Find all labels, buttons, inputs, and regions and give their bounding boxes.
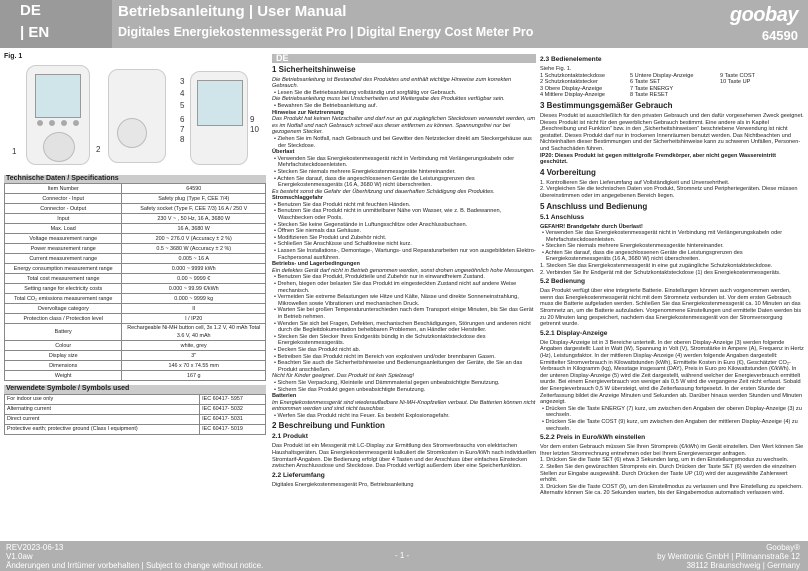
spec-label: Dimensions	[5, 361, 122, 371]
symbol-label: Protective earth; protective ground (Class I equipment)	[5, 424, 200, 434]
spec-row	[5, 244, 266, 254]
bullet: • Öffnen Sie niemals das Gehäuse.	[274, 228, 362, 235]
paragraph: Das Produkt hat keinen Netzschalter und darf nur an gut zugänglichen Steckdosen verwendet werden, um es im Notfall und nach Gebrauch schnell aus dieser entfernen zu können. Spannungsfrei nur bei gezogenem Stecker.	[272, 116, 536, 136]
paragraph: Das Produkt verfügt über eine integrierte Batterie. Einstellungen können auch vorgenommen werden, wenn das Energiekostenmessgerät nicht mit dem Stromnetz verbunden ist. Vor dem ersten Gebrauch muss die Batterie aufgeladen werden. Schließen Sie das Energiekostenmessgerät ca. 10 Minuten an das Stromnetz an, um die Batterie aufzuladen. Vorgenommene Einstellungen und ermittelte Daten werden bis zu 20 Minuten lang gespeichert, nachdem das Energiekostenmessgerät von der Stromversorgung getrennt wurde.	[540, 288, 802, 328]
bullet: • Betreiben Sie das Produkt nicht im Bereich von explosiven und/oder brennbaren Gasen.	[274, 353, 496, 360]
bullet: • Beachten Sie auch die Sicherheitshinweise und Bedienungsanleitungen der Geräte, die Sie an das Produkt anschließen.	[274, 360, 523, 373]
spec-label: Item Number	[5, 184, 122, 194]
spec-value: 0.00 ~ 9999 €	[122, 274, 266, 284]
subsection-heading: 5.2.1 Display-Anzeige	[540, 329, 608, 337]
part-item: 10 Taste UP	[720, 79, 751, 86]
subsection-heading: 2.3 Bedienelemente	[540, 56, 602, 63]
footer-address: 38112 Braunschweig | Germany	[686, 561, 800, 570]
paragraph: Dieses Produkt ist ausschließlich für den privaten Gebrauch und den dafür vorgesehenen Zweck geeignet. Dieses Produkt ist nicht für den gewerblichen Gebrauch bestimmt. Eine andere als in Kapitel „Beschreibung und Funktion“ bzw. in den „Sicherheitshinweisen“ beschriebene Verwendung ist nicht gestattet. Dieses Produkt darf nur in trockenen Innenräumen benutzt werden. Das Nichtbeachten und Nichteinhalten dieser Bestimmungen und der Sicherheitshinweise kann zu schweren Unfällen, Personen- und Sachschäden führen.	[540, 112, 804, 152]
callout-5: 5	[180, 100, 185, 110]
spec-value: 0.000 ~ 9999 kWh	[122, 264, 266, 274]
paragraph: Nicht für Kinder geeignet. Das Produkt ist kein Spielzeug!	[272, 373, 415, 380]
spec-label: Protection class / Protection level	[5, 314, 122, 324]
footer-bar	[0, 541, 808, 571]
bullet: • Sichern Sie Verpackung, Kleinteile und Dämmmaterial gegen unbeabsichtigte Benutzung.	[274, 379, 500, 386]
paragraph: 1. Drücken Sie die Taste SET (6) etwa 3 Sekunden lang, um in den Einstellungsmodus zu wechseln.	[540, 457, 789, 464]
spec-value: 230 V ~ , 50 Hz, 16 A, 3680 W	[122, 214, 266, 224]
callout-2: 2	[96, 144, 101, 154]
symbol-row	[5, 424, 266, 434]
spec-label: Energy consumption measurement range	[5, 264, 122, 274]
subheading: Betriebs- und Lagerbedingungen	[272, 261, 360, 268]
paragraph: Im Energiekostenmessgerät sind wiederaufladbare Ni-MH-Knopfzellen verbaut. Die Batterien können nicht entnommen werden und sind nicht tauschbar.	[272, 399, 536, 413]
subsection-heading: 2.2 Lieferumfang	[272, 471, 325, 479]
device-display-image	[190, 71, 248, 165]
symbol-label: Direct current	[5, 414, 200, 424]
button-icon	[49, 120, 55, 126]
symbol-row	[5, 414, 266, 424]
lang-sep: |	[20, 24, 25, 41]
column-specs	[4, 54, 266, 435]
spec-label: Colour	[5, 341, 122, 351]
column-operation	[540, 54, 804, 497]
button-icon	[73, 120, 79, 126]
spec-row	[5, 304, 266, 314]
spec-value: 146 x 70 x 74.55 mm	[122, 361, 266, 371]
manual-title: Betriebsanleitung | User Manual	[118, 3, 347, 20]
spec-value: 16 A, 3680 W	[122, 224, 266, 234]
symbol-row	[5, 394, 266, 404]
spec-label: Power measurement range	[5, 244, 122, 254]
bullet: • Stecken Sie den Stecker Ihres Endgeräts bündig in die Schutzkontaktsteckdose des Energiekostenmessgeräts.	[274, 333, 486, 347]
subheading: Überlast	[272, 149, 295, 156]
bullet: • Verwenden Sie das Energiekostenmessgerät nicht in Verbindung mit Verlängerungskabeln oder Mehrfachsteckdosenleisten.	[274, 155, 515, 169]
section-heading: 3 Bestimmungsgemäßer Gebrauch	[540, 100, 673, 110]
part-item	[720, 92, 804, 99]
paragraph: 2. Vergleichen Sie die technischen Daten von Produkt, Stromnetz und Peripheriegeräten. Diese müssen übereinstimmen oder im angegebenen Bereich liegen.	[540, 186, 798, 199]
subsection-heading: 2.1 Produkt	[272, 433, 308, 441]
spec-row	[5, 214, 266, 224]
parts-list	[540, 73, 804, 99]
bullet: • Modifizieren Sie Produkt und Zubehör nicht.	[274, 234, 387, 241]
spec-value: 0.000 ~ 99.99 €/kWh	[122, 284, 266, 294]
socket-icon	[43, 132, 75, 162]
part-item: 9 Taste COST	[720, 72, 756, 79]
part-item: 2 Schutzkontaktstecker	[540, 79, 598, 86]
section-heading: 4 Vorbereitung	[540, 167, 596, 177]
symbol-label: For indoor use only	[5, 394, 200, 404]
spec-value: Safety plug (Type F, CEE 7/4)	[122, 194, 266, 204]
parts-row	[540, 86, 804, 93]
paragraph: 1. Stecken Sie das Energiekostenmessgerät in eine gut zugängliche Schutzkontaktsteckdose.	[540, 263, 773, 270]
spec-row	[5, 234, 266, 244]
paragraph: Ein defektes Gerät darf nicht in Betrieb genommen werden, sonst drohen ungewöhnlich hohe Messungen.	[272, 267, 535, 274]
lcd-display	[35, 74, 81, 118]
bullet: • Sichern Sie das Produkt gegen unbeabsichtigte Benutzung.	[274, 386, 426, 393]
section-heading: 5 Anschluss und Bedienung	[540, 201, 648, 211]
spec-value: I / IP20	[122, 314, 266, 324]
part-item: 6 Taste SET	[630, 79, 661, 86]
part-item: 1 Schutzkontaktsteckdose	[540, 72, 605, 79]
spec-row	[5, 224, 266, 234]
bullet: • Achten Sie darauf, dass die angeschlossenen Geräte die Leistungsgrenzen des Energiekostenmessgeräts (16 A, 3680 W) nicht überschreiten.	[542, 249, 743, 263]
spec-value: Rechargeable Ni-MH button cell, 3x 1.2 V, 40 mAh Total 3.6 V, 40 mAh	[122, 324, 266, 341]
bullet: • Achten Sie darauf, dass die angeschlossenen Geräte die Leistungsgrenzen des Energiekostenmessgeräts (16 A, 3680 W) nicht überschreiten.	[274, 175, 475, 189]
part-item	[720, 86, 804, 93]
subsection-heading: 5.1 Anschluss	[540, 213, 585, 221]
column-safety	[272, 54, 536, 488]
callout-9: 9	[250, 114, 255, 124]
parts-row	[540, 92, 804, 99]
parts-row	[540, 79, 804, 86]
spec-row	[5, 254, 266, 264]
lang-en: EN	[28, 24, 50, 41]
spec-row	[5, 264, 266, 274]
lang-de: DE	[20, 2, 41, 19]
paragraph: Die Betriebsanleitung muss bei Unsicherheiten und Weitergabe des Produktes verfügbar sein.	[272, 96, 505, 103]
spec-value: Safety socket (Type F, CEE 7/3) 16 A / 250 V	[122, 204, 266, 214]
paragraph: 3. Drücken Sie die Taste COST (9), um den Einstellmodus zu verlassen und Ihre Einstellung zu speichern. Alternativ können Sie ca. 20 Sekunden warten, bis der Eingabemodus automatisch verlassen wird.	[540, 483, 803, 497]
subheading: Hinweise zur Netztrennung	[272, 109, 344, 116]
spec-row	[5, 324, 266, 341]
spec-row	[5, 204, 266, 214]
spec-label: Max. Load	[5, 224, 122, 234]
spec-row	[5, 341, 266, 351]
device-side-image	[108, 69, 166, 163]
bullet: • Stecken Sie niemals mehrere Energiekostenmessgeräte hintereinander.	[274, 168, 456, 175]
footer-right	[657, 543, 800, 570]
bullet: • Vermeiden Sie extreme Belastungen wie Hitze und Kälte, Nässe und direkte Sonneneinstrahlung, Mikrowellen sowie Vibrationen und mechanischen Druck.	[274, 294, 519, 307]
spec-row	[5, 184, 266, 194]
bullet: • Lassen Sie Installations-, Demontage-, Wartungs- und Reparaturarbeiten nur von ausgebildeten Elektro-Fachpersonal ausführen.	[274, 248, 536, 261]
bullet: • Drehen, biegen oder belasten Sie das Produkt im eingesteckten Zustand nicht auf andere Weise mechanisch.	[274, 281, 517, 294]
paragraph: Die Display-Anzeige ist in 3 Bereiche unterteilt. In der oberen Display-Anzeige (3) werden folgende Angaben dargestellt: Last in Watt (W), Spannung in Volt (V), Stromstärke in Ampere (A), Frequenz in Hertz (Hz), Leistungsfaktor. In der mittleren Display-Anzeige (4) werden folgende Angaben dargestellt: Ermittelter Stromverbrauch in Kilowattstunden (kWh), Ermittelte Kosten in Euro (€), Geschätzter CO₂-Verbrauch in Kilogramm (kg), Messtage insgesamt (DAY), Preis in Euro pro Kilowattstunden (€/kWh). In der unteren Display-Anzeige (5) wird die Zeit dargestellt, während welcher der Energieverbrauch ermittelt wurde. Bei einem Energieverbrauch von weniger als 0,5 W wird die vergangene Zeit nicht erfasst. Sobald der Energieverbrauch 0,5 W übersteigt, wird die Zeiterfassung fortgesetzt. In der ersten Stunde der Zeiterfassung bildet die Anzeige Minuten und Sekunden ab. Darüber hinaus werden Stunden und Minuten angezeigt.	[540, 339, 804, 406]
version: V1.0aw	[6, 552, 33, 561]
article-number: 64590	[761, 28, 798, 43]
language-de-bar: DE	[272, 54, 536, 63]
spec-label: Connector - Output	[5, 204, 122, 214]
product-figure	[4, 61, 266, 173]
symbol-row	[5, 404, 266, 414]
bullet: • Drücken Sie die Taste COST (9) kurz, um zwischen den Angaben der mittleren Display-Anzeige (4) zu wechseln.	[542, 418, 798, 432]
footer-left	[6, 543, 263, 570]
bullet: • Decken Sie das Produkt nicht ab.	[274, 346, 361, 353]
spec-label: Display size	[5, 351, 122, 361]
part-item: 4 Mittlere Display-Anzeige	[540, 92, 605, 99]
symbols-title: Verwendete Symbole / Symbols used	[4, 385, 266, 394]
lcd-display	[197, 80, 243, 126]
device-front-image	[26, 65, 90, 165]
language-block	[0, 0, 112, 48]
brand-logo: goobay	[729, 4, 798, 26]
button-icon	[61, 120, 67, 126]
callout-6: 6	[180, 114, 185, 124]
manual-subtitle: Digitales Energiekostenmessgerät Pro | Digital Energy Cost Meter Pro	[118, 25, 534, 39]
symbols-table	[4, 394, 266, 435]
paragraph: Vor dem ersten Gebrauch müssen Sie Ihren Strompreis (€/kWh) im Gerät einstellen. Den Wert können Sie Ihrer letzten Stromrechnung entnehmen oder bei Ihrem Energieversorger anfragen.	[540, 444, 804, 457]
bullet: • Benutzen Sie das Produkt nicht in unmittelbarer Nähe von Wasser, wie z. B. Badewannen, Waschbecken oder Pools.	[274, 208, 502, 222]
symbol-code: IEC 60417- 5032	[200, 404, 266, 414]
spec-value: 0.5 ~ 3680 W (Accuracy ± 2 %)	[122, 244, 266, 254]
paragraph: 2. Verbinden Sie Ihr Endgerät mit der Schutzkontaktsteckdose (1) des Energiekostenmessgeräts.	[540, 269, 781, 276]
page-number: - 1 -	[395, 551, 410, 560]
spec-label: Voltage measurement range	[5, 234, 122, 244]
section-heading: 1 Sicherheitshinweise	[272, 64, 356, 74]
callout-7: 7	[180, 124, 185, 134]
callout-1: 1	[12, 146, 17, 156]
symbol-label: Alternating current	[5, 404, 200, 414]
subheading: Batterien	[272, 393, 297, 400]
spec-label: Total CO₂ emissions measurement range	[5, 294, 122, 304]
spec-label: Input	[5, 214, 122, 224]
subsection-heading: 5.2 Bedienung	[540, 278, 586, 286]
section-heading: 2 Beschreibung und Funktion	[272, 421, 385, 431]
paragraph: Es besteht sonst die Gefahr der Überhitzung und dauerhaften Schädigung des Produktes.	[272, 188, 495, 195]
callout-8: 8	[180, 134, 185, 144]
paragraph: Das Produkt ist ein Messgerät mit LC-Display zur Ermittlung des Stromverbrauchs von elektrischen Haushaltsgeräten. Das Energiekostenmessgerät kalkuliert die Stromkosten in Euro/kWh nach individuellen Stromtarif-Angaben. Die Bedienung erfolgt über 4 Tasten und der Anschluss über einfaches Einstecken zwischen Anschlussdose und Steckdose. Das Produkt verfügt außerdem über eine Speicherfunktion.	[272, 443, 536, 470]
revision: REV2023-06-13	[6, 543, 64, 552]
subsection-heading: 5.2.2 Preis in Euro/kWh einstellen	[540, 434, 646, 442]
spec-value: II	[122, 304, 266, 314]
spec-row	[5, 314, 266, 324]
subheading: Stromschlaggefahr	[272, 195, 323, 202]
part-item: 8 Taste RESET	[630, 92, 669, 99]
tech-specs-title: Technische Daten / Specifications	[4, 175, 266, 184]
paragraph: 2. Stellen Sie den gewünschten Strompreis ein. Durch Drücken der Taste SET (6) werden die einzelnen Stellen zur Eingabe ausgewählt. Durch Drücken der Taste UP (10) wird der ausgewählte Zahlenwert erhöht.	[540, 463, 797, 484]
bullet: • Bewahren Sie die Betriebsanleitung auf.	[274, 102, 378, 109]
spec-label: Total cost measurement range	[5, 274, 122, 284]
spec-label: Battery	[5, 324, 122, 341]
paragraph: IP20: Dieses Produkt ist gegen mittelgroße Fremdkörper, aber nicht gegen Wassereintritt geschützt.	[540, 152, 777, 166]
footer-company: by Wentronic GmbH | Pillmannstraße 12	[657, 552, 800, 561]
spec-value: 0.000 ~ 9999 kg	[122, 294, 266, 304]
tech-specs-table	[4, 183, 266, 381]
bullet: • Ziehen Sie im Notfall, nach Gebrauch und bei Gewitter den Netzstecker direkt am Steckergehäuse aus der Steckdose.	[274, 135, 532, 149]
bullet: • Warten Sie bei großen Temperaturunterschieden nach dem Transport einige Minuten, bis Sie das Gerät in Betrieb nehmen.	[274, 307, 534, 320]
part-item: 3 Obere Display-Anzeige	[540, 85, 603, 92]
spec-value: 200 ~ 276.0 V (Accuracy ± 2 %)	[122, 234, 266, 244]
paragraph: Siehe Fig. 1.	[540, 66, 572, 72]
bullet: • Benutzen Sie das Produkt nicht mit feuchten Händen.	[274, 201, 411, 208]
bullet: • Stecken Sie niemals mehrere Energiekostenmessgeräte hintereinander.	[542, 243, 724, 250]
warning: GEFAHR! Brandgefahr durch Überlast!	[540, 223, 643, 230]
bullet: • Lesen Sie die Betriebsanleitung vollständig und sorgfältig vor Gebrauch.	[274, 89, 457, 96]
spec-label: Setting range for electricity costs	[5, 284, 122, 294]
spec-value: 167 g	[122, 371, 266, 381]
spec-label: Connector - Input	[5, 194, 122, 204]
spec-row	[5, 294, 266, 304]
bullet: • Stecken Sie keine Gegenstände in Luftungsschlitze oder Anschlussbuchsen.	[274, 221, 468, 228]
spec-row	[5, 371, 266, 381]
spec-row	[5, 351, 266, 361]
spec-row	[5, 284, 266, 294]
callout-4: 4	[180, 88, 185, 98]
footer-brand: Goobay®	[766, 543, 800, 552]
bullet: • Verwenden Sie das Energiekostenmessgerät nicht in Verbindung mit Verlängerungskabeln oder Mehrfachsteckdosenleisten.	[542, 230, 783, 243]
plug-icon	[117, 118, 147, 148]
spec-label: Overvoltage category	[5, 304, 122, 314]
symbol-code: IEC 60417- 5019	[200, 424, 266, 434]
figure-label: Fig. 1	[4, 53, 23, 60]
spec-label: Current measurement range	[5, 254, 122, 264]
button-icon	[37, 120, 43, 126]
bullet: • Werfen Sie das Produkt nicht ins Feuer. Es besteht Explosionsgefahr.	[274, 412, 450, 419]
paragraph: Digitales Energiekostenmessgerät Pro, Betriebsanleitung	[272, 481, 414, 488]
paragraph: Die Betriebsanleitung ist Bestandteil des Produktes und enthält wichtige Hinweise zum korrekten Gebrauch.	[272, 76, 512, 90]
spec-row	[5, 361, 266, 371]
header-bar	[0, 0, 808, 48]
spec-row	[5, 194, 266, 204]
spec-row	[5, 274, 266, 284]
parts-row	[540, 73, 804, 80]
spec-value: white, grey	[122, 341, 266, 351]
part-item: 5 Untere Display-Anzeige	[630, 72, 694, 79]
spec-value: 0.005 ~ 16 A	[122, 254, 266, 264]
change-note: Änderungen und Irrtümer vorbehalten | Subject to change without notice.	[6, 561, 264, 570]
bullet: • Drücken Sie die Taste ENERGY (7) kurz, um zwischen den Angaben der oberen Display-Anzeige (3) zu wechseln.	[542, 405, 802, 419]
spec-value: 64590	[122, 184, 266, 194]
symbol-code: IEC 60417- 5957	[200, 394, 266, 404]
callout-3: 3	[180, 76, 185, 86]
bullet: • Schließen Sie Anschlüsse und Schaltkreise nicht kurz.	[274, 241, 412, 248]
paragraph: 1. Kontrollieren Sie den Lieferumfang auf Vollständigkeit und Unversehrtheit.	[540, 179, 730, 186]
symbol-code: IEC 60417- 5031	[200, 414, 266, 424]
bullet: • Wenden Sie sich bei Fragen, Defekten, mechanischen Beschädigungen, Störungen und anderen nicht durch die Begleitdokumentation behebbaren Problemen, an Händler oder Hersteller.	[274, 320, 531, 334]
callout-10: 10	[250, 124, 259, 134]
part-item: 7 Taste ENERGY	[630, 85, 674, 92]
spec-label: Weight	[5, 371, 122, 381]
bullet: • Benutzen Sie das Produkt, Produktteile und Zubehör nur in einwandfreiem Zustand.	[274, 274, 485, 281]
spec-value: 3"	[122, 351, 266, 361]
